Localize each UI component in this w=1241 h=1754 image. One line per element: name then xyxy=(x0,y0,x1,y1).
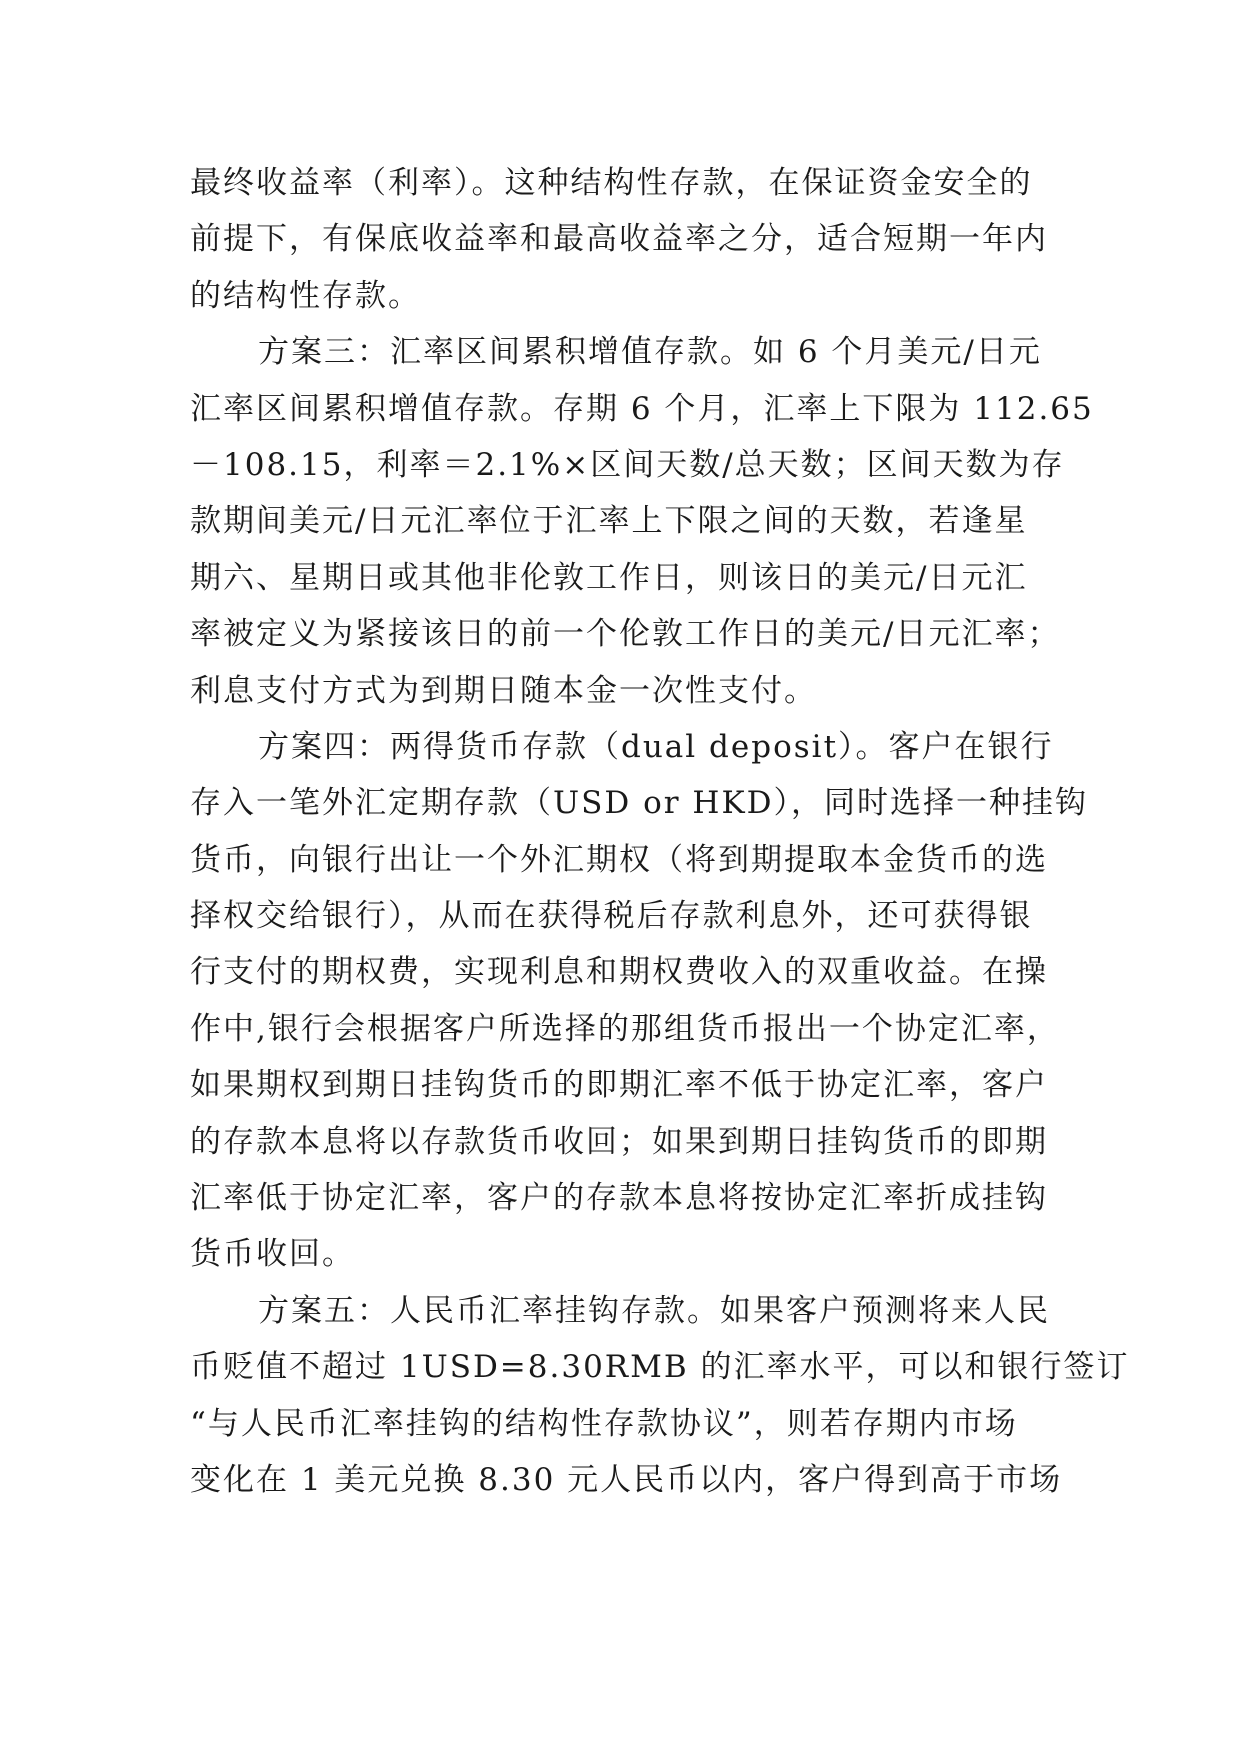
text-line: 汇率区间累积增值存款。存期 6 个月，汇率上下限为 112.65 xyxy=(190,390,1094,427)
document-body xyxy=(190,155,1130,1508)
text-line: 最终收益率（利率）。这种结构性存款，在保证资金安全的 xyxy=(190,165,1033,201)
text-line: 的存款本息将以存款货币收回；如果到期日挂钩货币的即期 xyxy=(190,1123,1048,1160)
text-line: 率被定义为紧接该日的前一个伦敦工作日的美元/日元汇率； xyxy=(190,616,1061,653)
text-line: 汇率低于协定汇率，客户的存款本息将按协定汇率折成挂钩 xyxy=(190,1180,1048,1217)
text-line: “与人民币汇率挂钩的结构性存款协议”，则若存期内市场 xyxy=(190,1405,1018,1442)
text-line: 利息支付方式为到期日随本金一次性支付。 xyxy=(190,672,817,709)
paragraph-plan-4-first-line: 方案四：两得货币存款（dual deposit）。客户在银行 xyxy=(258,728,1054,765)
text-line: 货币，向银行出让一个外汇期权（将到期提取本金货币的选 xyxy=(190,841,1048,878)
text-line: 存入一笔外汇定期存款（USD or HKD），同时选择一种挂钩 xyxy=(190,785,1088,822)
text-line: 前提下，有保底收益率和最高收益率之分，适合短期一年内 xyxy=(190,221,1048,258)
paragraph-plan-3-first-line: 方案三：汇率区间累积增值存款。如 6 个月美元/日元 xyxy=(258,334,1042,371)
text-line: 变化在 1 美元兑换 8.30 元人民币以内，客户得到高于市场 xyxy=(190,1461,1063,1498)
paragraph-plan-5-first-line: 方案五：人民币汇率挂钩存款。如果客户预测将来人民 xyxy=(258,1292,1050,1329)
text-line: 如果期权到期日挂钩货币的即期汇率不低于协定汇率，客户 xyxy=(190,1067,1048,1104)
text-line: 款期间美元/日元汇率位于汇率上下限之间的天数，若逢星 xyxy=(190,503,1028,540)
text-line: 货币收回。 xyxy=(190,1236,355,1273)
text-line: －108.15，利率＝2.1%×区间天数/总天数；区间天数为存 xyxy=(190,446,1065,483)
text-line: 行支付的期权费，实现利息和期权费收入的双重收益。在操 xyxy=(190,954,1048,991)
text-line: 币贬值不超过 1USD=8.30RMB 的汇率水平，可以和银行签订 xyxy=(190,1349,1130,1386)
text-line: 的结构性存款。 xyxy=(190,277,421,314)
text-line: 择权交给银行），从而在获得税后存款利息外，还可获得银 xyxy=(190,898,1033,935)
text-line: 期六、星期日或其他非伦敦工作日，则该日的美元/日元汇 xyxy=(190,559,1028,596)
text-line: 作中,银行会根据客户所选择的那组货币报出一个协定汇率， xyxy=(190,1010,1060,1047)
